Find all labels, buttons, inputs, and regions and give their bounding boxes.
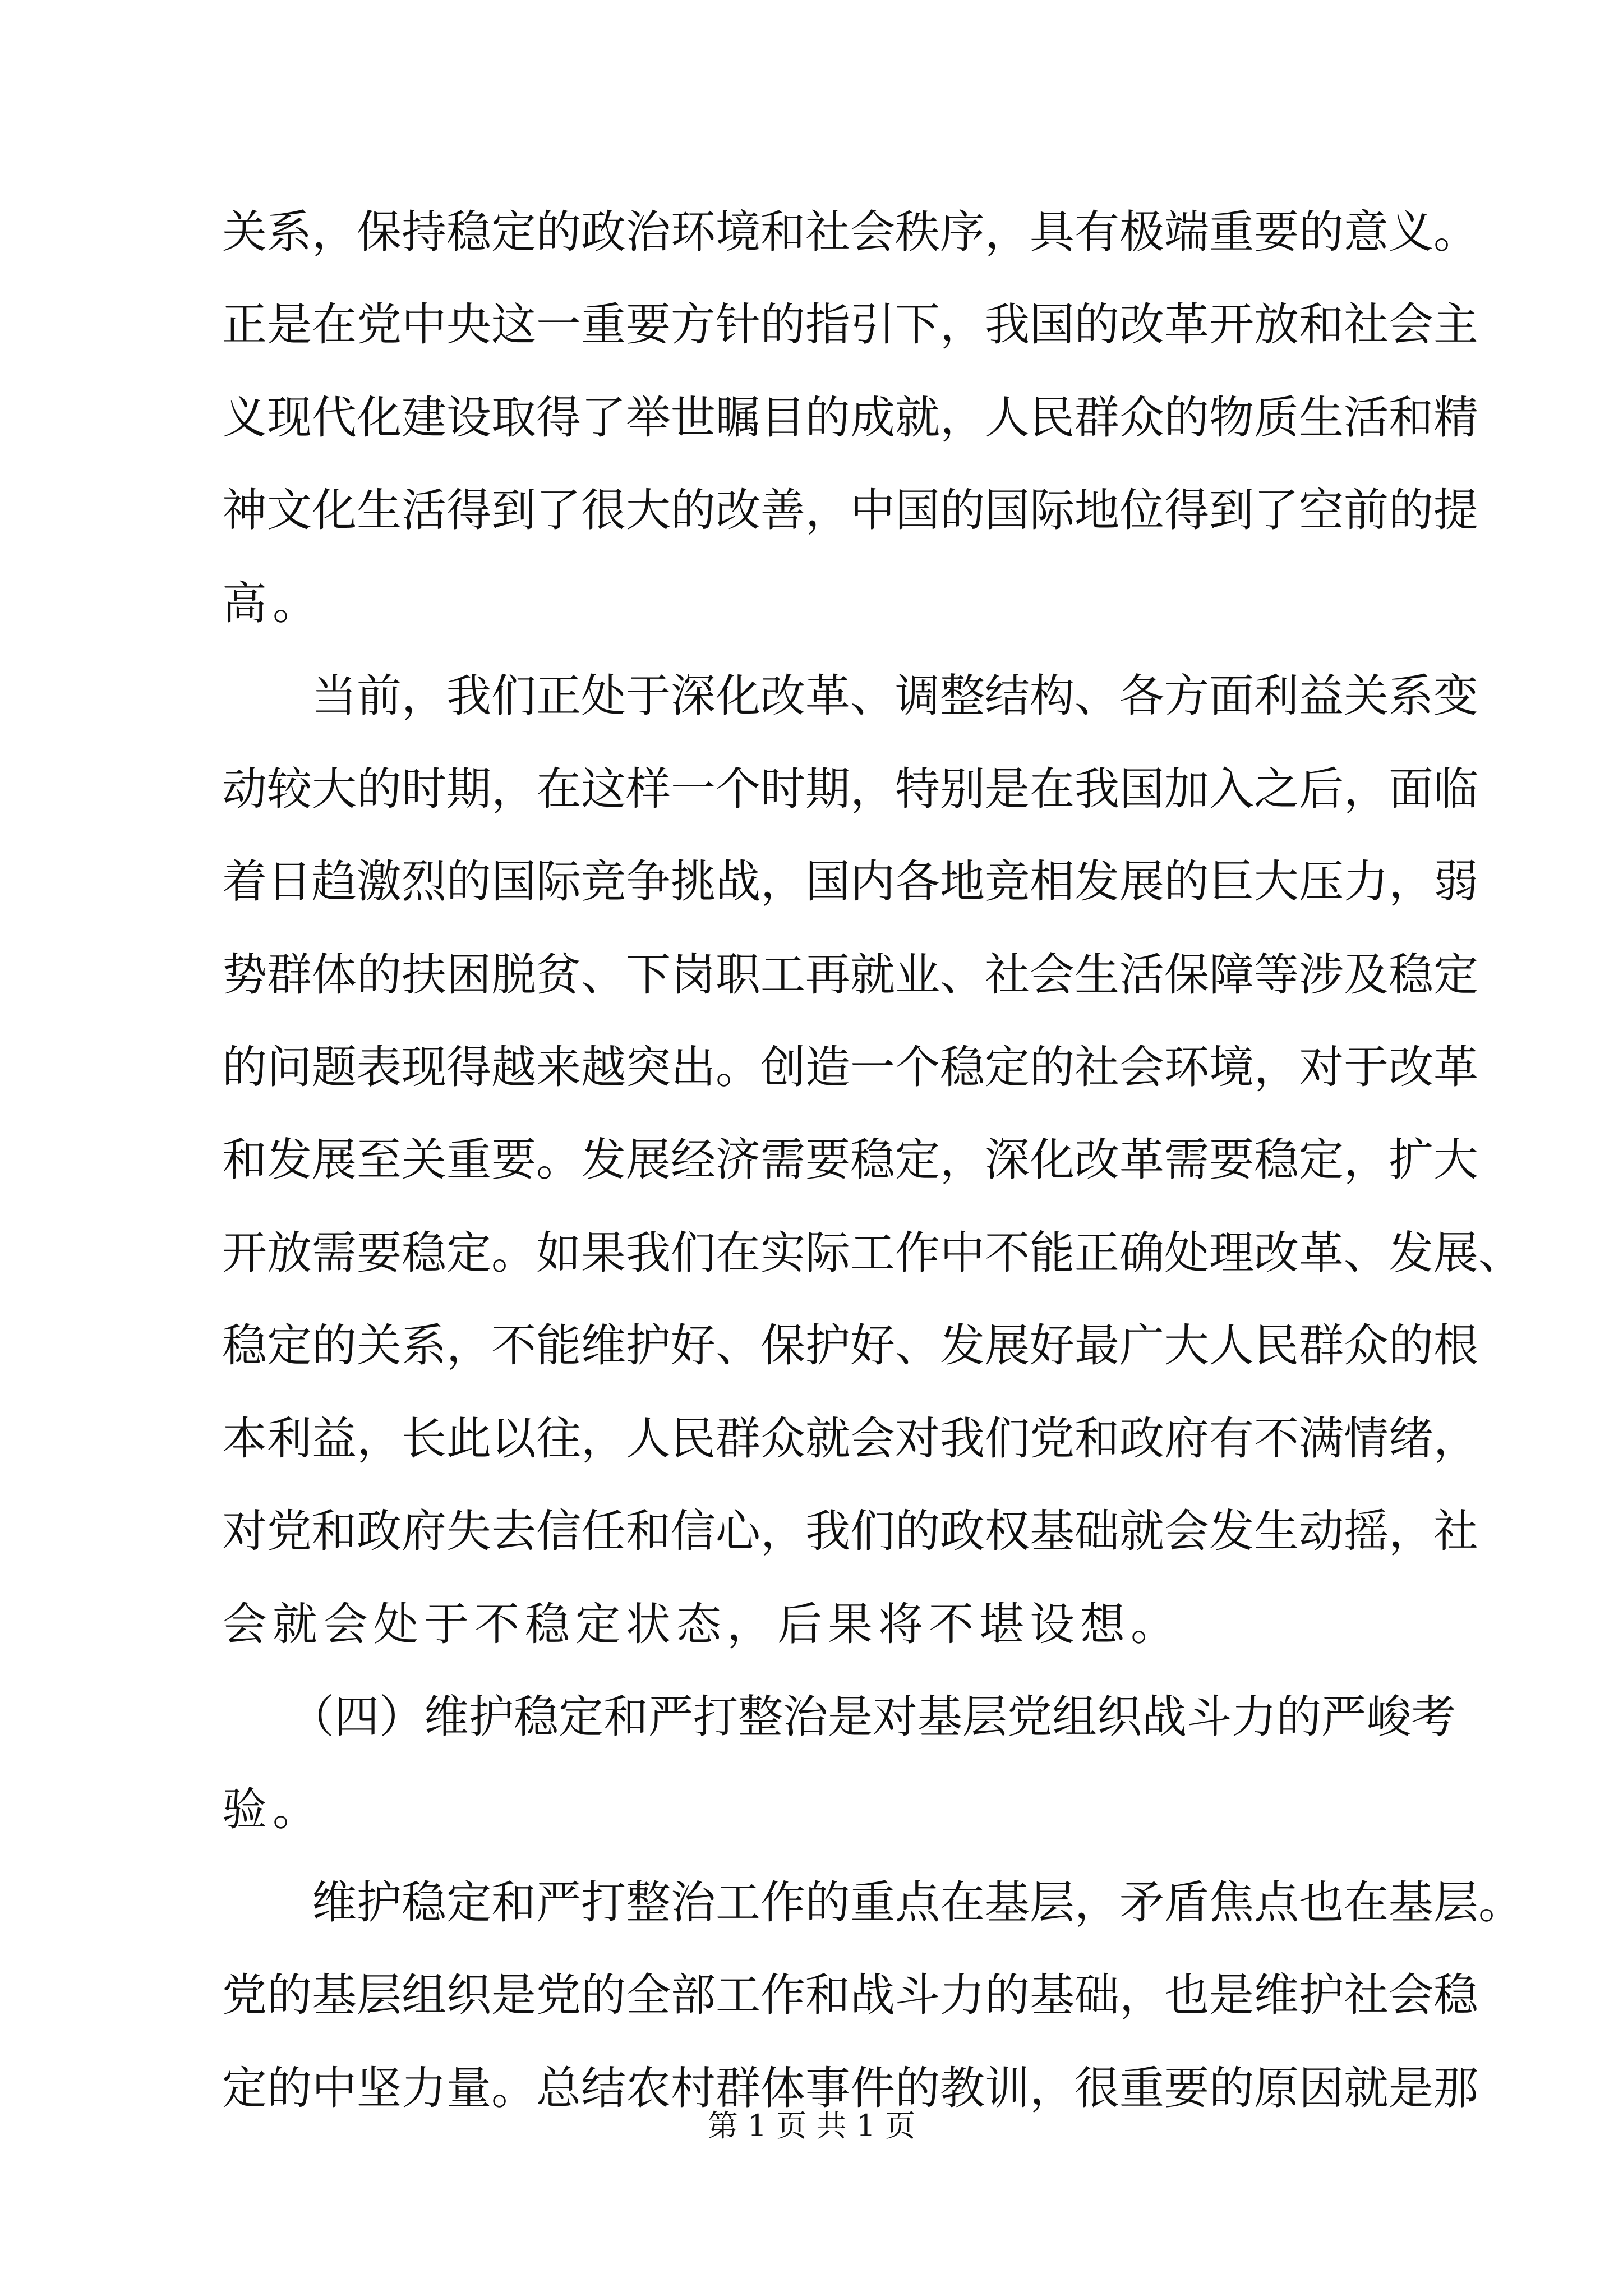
text-line: 定的中坚力量。总结农村群体事件的教训，很重要的原因就是那 (222, 2062, 1478, 2114)
text-line: 开放需要稳定。如果我们在实际工作中不能正确处理改革、发展、 (222, 1227, 1523, 1279)
text-line: 稳定的关系，不能维护好、保护好、发展好最广大人民群众的根 (222, 1319, 1478, 1372)
text-line: 关系，保持稳定的政治环境和社会秩序，具有极端重要的意义。 (222, 206, 1478, 258)
text-line: 义现代化建设取得了举世瞩目的成就，人民群众的物质生活和精 (222, 392, 1478, 444)
text-line: 会就会处于不稳定状态，后果将不堪设想。 (222, 1598, 1181, 1650)
text-line: 维护稳定和严打整治工作的重点在基层，矛盾焦点也在基层。 (222, 1876, 1523, 1929)
text-line: 当前，我们正处于深化改革、调整结构、各方面利益关系变 (222, 670, 1478, 722)
page-footer: 第 1 页 共 1 页 (707, 2108, 916, 2143)
text-line: 正是在党中央这一重要方针的指引下，我国的改革开放和社会主 (222, 298, 1478, 351)
text-line: 势群体的扶困脱贫、下岗职工再就业、社会生活保障等涉及稳定 (222, 949, 1478, 1001)
text-line: 高。 (222, 577, 323, 629)
text-line: 动较大的时期，在这样一个时期，特别是在我国加入之后，面临 (222, 763, 1478, 815)
text-line: 党的基层组织是党的全部工作和战斗力的基础，也是维护社会稳 (222, 1969, 1478, 2021)
text-line: 神文化生活得到了很大的改善，中国的国际地位得到了空前的提 (222, 484, 1478, 536)
text-line: 验。 (222, 1783, 323, 1835)
text-line: 的问题表现得越来越突出。创造一个稳定的社会环境，对于改革 (222, 1041, 1478, 1093)
text-line: （四）维护稳定和严打整治是对基层党组织战斗力的严峻考 (222, 1691, 1456, 1743)
text-line: 和发展至关重要。发展经济需要稳定，深化改革需要稳定，扩大 (222, 1134, 1478, 1186)
text-line: 着日趋激烈的国际竞争挑战，国内各地竞相发展的巨大压力，弱 (222, 855, 1478, 908)
text-line: 本利益，长此以往，人民群众就会对我们党和政府有不满情绪， (222, 1412, 1478, 1465)
text-line: 对党和政府失去信任和信心，我们的政权基础就会发生动摇，社 (222, 1505, 1478, 1557)
